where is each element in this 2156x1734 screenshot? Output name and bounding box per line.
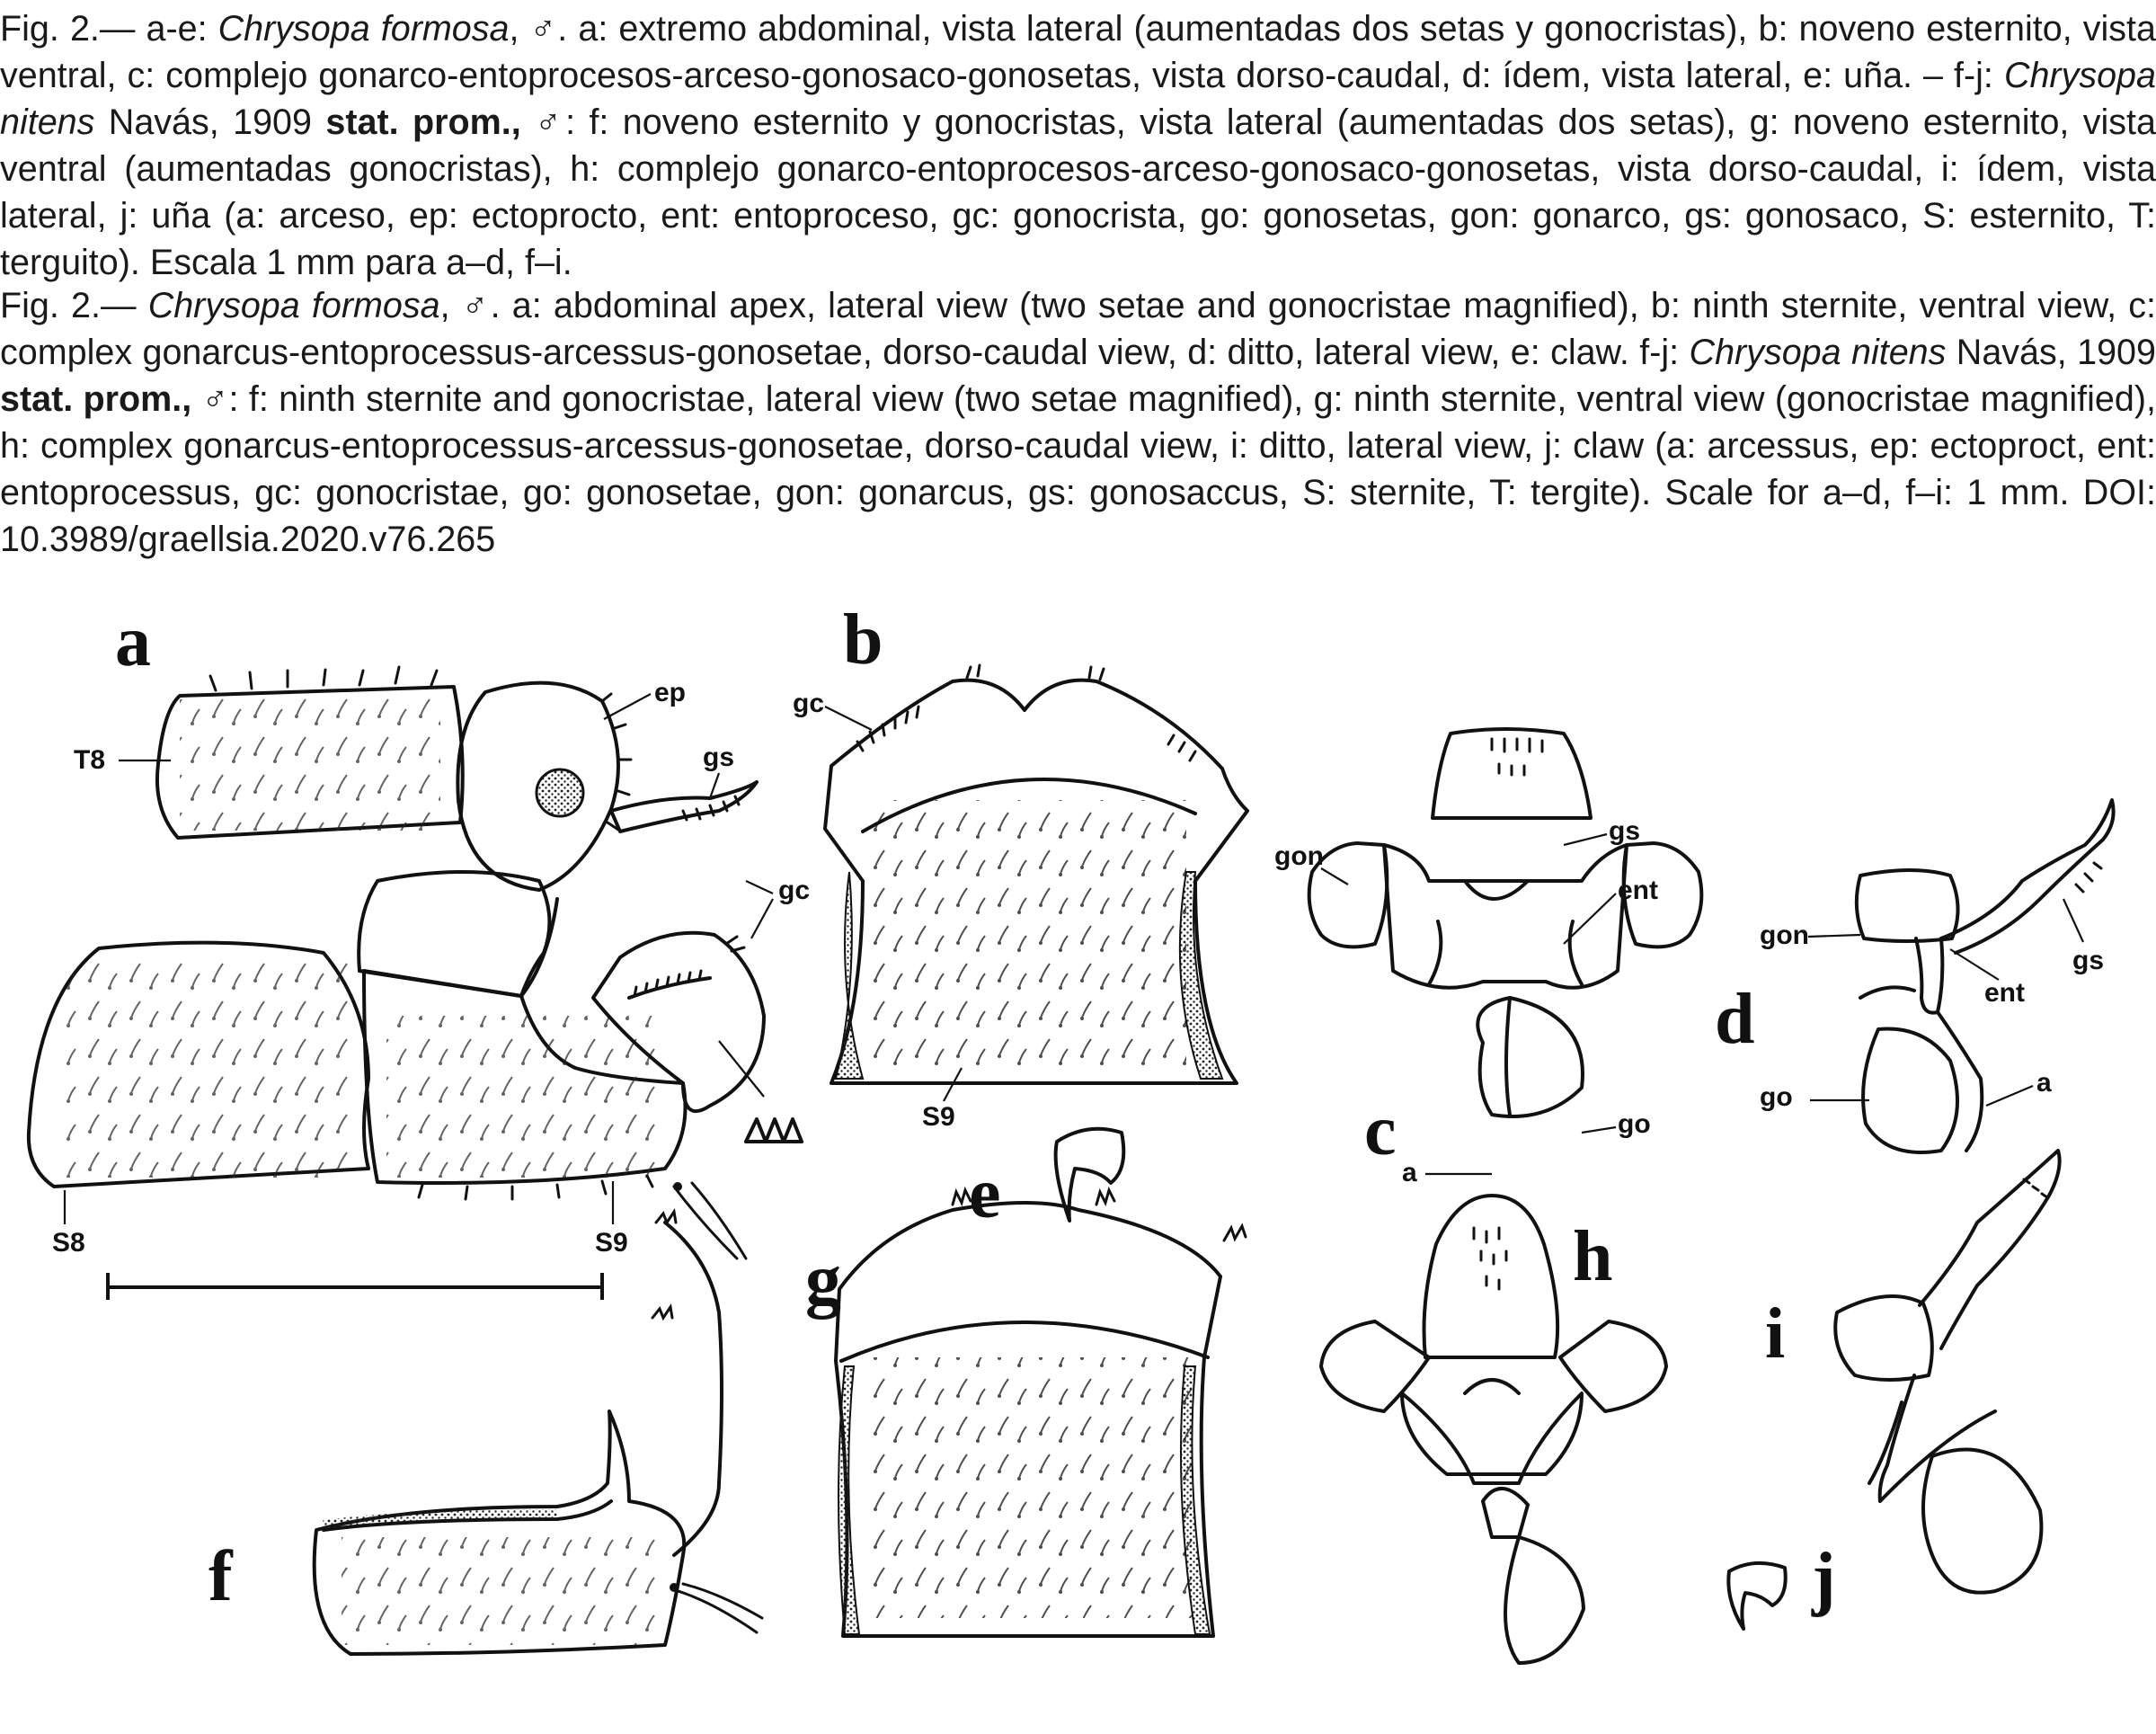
f-gonarcus-outline <box>665 1223 722 1555</box>
panel-b-drawing <box>793 600 1247 1132</box>
d-entoprocessus <box>1860 987 1914 998</box>
leader-gc-1 <box>746 881 773 894</box>
i-gonosaccus-setae <box>2024 1179 2047 1197</box>
leader-gc-magnify <box>719 1041 764 1097</box>
panel-label-b: b <box>843 600 883 680</box>
g-gonocristae-magnified <box>1224 1226 1246 1240</box>
b-apical-spines <box>967 665 1104 680</box>
i-gonarcus <box>1835 1296 1932 1380</box>
caption-es-species-2: Chrysopa nitens <box>0 56 2156 142</box>
label-gs: gs <box>703 743 735 772</box>
f-seta-socket <box>670 1583 679 1592</box>
caption-es-part-3: ♂: f: noveno esternito y gonocristas, vista lateral (aumentadas dos setas), g: noveno esternito, vista ventral (aumentadas gonocristas), h: complejo gonarco-entoprocesos-arceso-gonosaco-gonosetas, vista dorso-caudal, i: ídem, vista lateral, j: uña (a: arceso, ep: ectoprocto, ent: entoproceso, gc: gonocrista, go: gonosetas, gon: gonarco, gs: gonosaco, S: esternito, T: terguito). Escala 1 mm para a–d, f–i. <box>0 102 2156 282</box>
caption-en-species-1: Chrysopa formosa <box>147 286 440 325</box>
panel-a-drawing <box>29 602 810 1300</box>
leader-c-ent <box>1564 894 1616 944</box>
h-gonosetae <box>1505 1537 1584 1663</box>
label-c-gs: gs <box>1609 816 1641 846</box>
leader-ep <box>604 694 651 719</box>
gonocristae-teeth <box>634 971 701 996</box>
label-d-gon: gon <box>1760 920 1809 950</box>
f-seta-magnified <box>672 1584 762 1632</box>
panel-f-drawing <box>209 1212 762 1654</box>
caption-es-fig: Fig. 2.— a-e: <box>0 9 208 49</box>
g-gonocristae-right <box>1096 1190 1114 1205</box>
panel-label-j: j <box>1812 1539 1836 1618</box>
seta-magnified-socket <box>673 1182 682 1191</box>
sternite-9-setae <box>386 1016 665 1178</box>
panel-c-drawing <box>1274 729 1701 1187</box>
leader-d-ent <box>1950 949 1999 980</box>
tergite-8-setae <box>180 696 440 831</box>
label-c-ent: ent <box>1618 876 1658 905</box>
g-anterior-margin <box>841 1322 1208 1361</box>
panel-label-g: g <box>805 1240 841 1320</box>
label-b-gc: gc <box>793 689 825 718</box>
h-gonosaccus <box>1424 1196 1558 1357</box>
panel-label-d: d <box>1715 980 1755 1059</box>
gonosaccus <box>611 782 757 831</box>
h-arcessus-top <box>1465 1380 1519 1393</box>
leader-d-gon <box>1808 935 1860 937</box>
panel-d-drawing <box>1715 800 2114 1152</box>
gonocristae-magnified <box>746 1119 802 1142</box>
label-s9: S9 <box>595 1228 628 1258</box>
panel-label-h: h <box>1573 1217 1613 1296</box>
panel-e-drawing <box>969 1129 1123 1233</box>
c-entoprocessus <box>1429 921 1582 984</box>
figure-plate <box>0 575 2156 1734</box>
panel-label-c: c <box>1364 1091 1397 1170</box>
c-gonosetae <box>1477 998 1583 1116</box>
ectoproct-callus <box>537 769 583 816</box>
label-d-go: go <box>1760 1082 1793 1112</box>
leader-c-gs <box>1564 834 1607 845</box>
g-gonocristae-left <box>953 1190 971 1205</box>
panel-label-f: f <box>209 1537 233 1616</box>
c-gonosaccus-setae <box>1492 739 1542 775</box>
leader-d-a <box>1986 1086 2033 1106</box>
f-gonocrista-1 <box>656 1212 676 1223</box>
label-gc: gc <box>778 876 811 905</box>
label-d-gs: gs <box>2072 946 2105 975</box>
caption-en-part-2: Navás, 1909 <box>1946 333 2156 372</box>
caption-es-part-2: Navás, 1909 <box>94 102 326 142</box>
leader-c-go <box>1582 1127 1616 1133</box>
label-d-a: a <box>2036 1068 2052 1098</box>
caption-en-stat-prom: stat. prom., <box>0 379 192 419</box>
d-gonosetae <box>1863 1028 1957 1152</box>
caption-es-species-1: Chrysopa formosa <box>217 9 510 49</box>
panel-g-drawing <box>805 1190 1246 1636</box>
sternite-9-ventral-setae <box>863 800 1186 1070</box>
panel-i-drawing <box>1765 1151 2060 1593</box>
label-c-a: a <box>1402 1158 1417 1187</box>
label-ep: ep <box>654 678 687 707</box>
leader-d-gs <box>2063 899 2083 942</box>
b-gonocristae-left <box>857 707 918 751</box>
sternite-8-setae <box>63 962 350 1178</box>
h-gonosaccus-setae <box>1474 1228 1506 1289</box>
d-arcessus <box>1938 1012 1982 1151</box>
i-arcessus <box>1880 1375 1995 1501</box>
caption-en-part-1: , ♂. a: abdominal apex, lateral view (two setae and gonocristae magnified), b: ninth sternite, ventral view, c: complex gonarcus-entoprocessus-arcessus-gonosetae, dorso-caudal view, d: ditto, lateral view, e: claw. f-j: <box>0 286 2156 372</box>
label-c-go: go <box>1618 1109 1651 1139</box>
seta-magnified-1 <box>674 1183 746 1258</box>
f-sternite-9-setae <box>342 1537 656 1645</box>
f-gonocrista-2 <box>652 1307 672 1318</box>
c-arcessus <box>1506 998 1510 1115</box>
d-gonosaccus-setae <box>2076 863 2101 892</box>
panel-label-a: a <box>115 602 151 681</box>
g-left-band <box>838 1366 859 1634</box>
c-arcessus-top <box>1465 881 1528 899</box>
leader-c-gon <box>1321 868 1348 885</box>
h-arcessus <box>1483 1489 1528 1537</box>
caption-es-stat-prom: stat. prom., <box>325 102 521 142</box>
d-gonarcus-arm <box>1916 938 1942 1013</box>
caption-en-species-2: Chrysopa nitens <box>1689 333 1947 372</box>
label-d-ent: ent <box>1984 978 2025 1008</box>
claw-j <box>1728 1563 1785 1629</box>
panel-label-e: e <box>969 1154 1001 1233</box>
caption-en-fig: Fig. 2.— <box>0 286 137 325</box>
leader-gc-2 <box>751 899 773 938</box>
panel-label-i: i <box>1765 1294 1786 1374</box>
sternite-9-upper <box>359 872 549 996</box>
h-gonarcus-left <box>1321 1321 1429 1411</box>
i-gonosaccus <box>1920 1151 2060 1348</box>
panel-h-drawing <box>1321 1196 1666 1663</box>
leader-b-gc <box>825 707 872 730</box>
label-s8: S8 <box>52 1228 85 1258</box>
label-b-s9: S9 <box>922 1102 955 1132</box>
g-sternite-9-setae <box>863 1357 1195 1618</box>
d-gonarcus <box>1857 870 1958 941</box>
gonocristae-row <box>629 978 710 998</box>
c-arch <box>1384 845 1627 988</box>
h-arch <box>1402 1393 1582 1483</box>
label-t8: T8 <box>74 745 106 775</box>
caption-en-part-3: ♂: f: ninth sternite and gonocristae, lateral view (two setae magnified), g: ninth sternite, ventral view (gonocristae magnified), h: complex gonarcus-entoprocessus-arcessus-gonosetae, dorso-caudal view, i: ditto, lateral view, j: claw (a: arcessus, ep: ectoproct, ent: entoprocessus, gc: gonocristae, go: gonosetae, gon: gonarcus, gs: gonosaccus, S: sternite, T: tergite). Scale for a–d, f–i: 1 mm. DOI: 10.3989/graellsia.2020.v76.265 <box>0 379 2156 559</box>
i-gonosetae <box>1923 1450 2041 1593</box>
label-c-gon: gon <box>1274 841 1324 871</box>
panel-j-drawing <box>1728 1539 1835 1629</box>
caption-es-part-1: , ♂. a: extremo abdominal, vista lateral (aumentadas dos setas y gonocristas), b: noveno esternito, vista ventral, c: complejo gonarco-entoprocesos-arceso-gonosaco-gonosetas, vista dorso-caudal, d: ídem, vista lateral, e: uña. – f-j: <box>0 9 2156 95</box>
caption-spanish <box>0 5 2156 286</box>
caption-english <box>0 282 2156 563</box>
